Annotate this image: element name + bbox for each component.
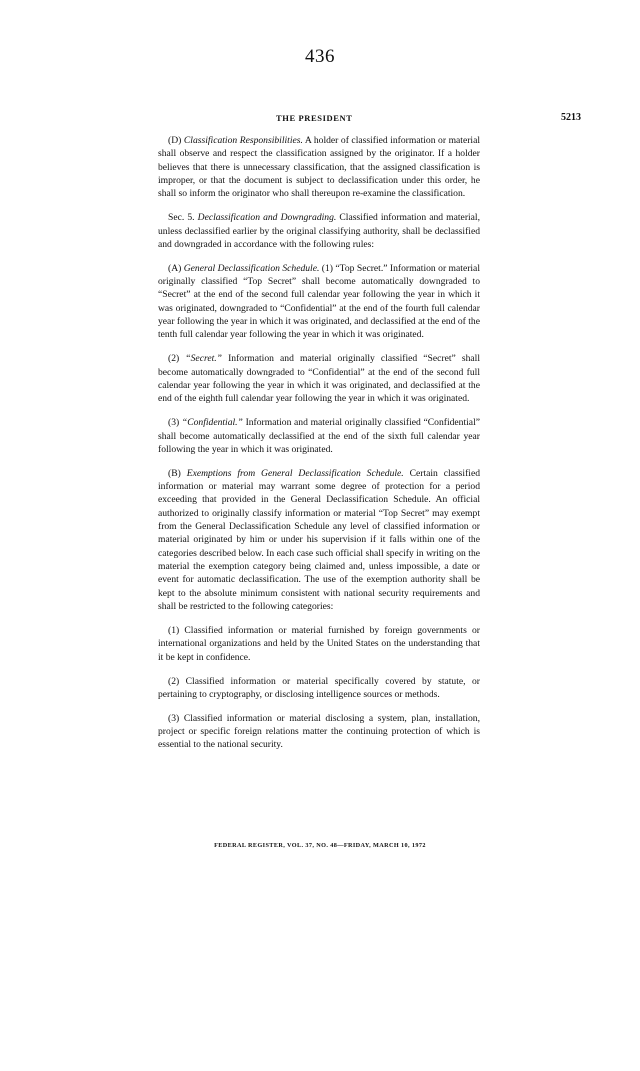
paragraph-lead: (3) (168, 417, 182, 429)
paragraph-text: A holder of classified information or material shall observe and respect the classification assigned by the originator. If a holder believes that there is unnecessary classification, that the assigned classification is improper, or that the document is subject to declassification under this order, he shall so inform the originator who shall thereupon re-examine the classification. (158, 135, 481, 200)
page-number: 436 (305, 46, 335, 67)
paragraph-lead: (1) (168, 625, 185, 636)
paragraph-text: Classified information or material disclosing a system, plan, installation, project or specific foreign relations matter the continuing protection of which is essential to the national security. (158, 712, 480, 751)
paragraph-heading: Classification Responsibilities. (183, 135, 303, 146)
paragraph-lead: Sec. 5. (168, 212, 198, 224)
federal-register-page-number: 5213 (561, 112, 581, 123)
paragraph-exemption-3 (158, 712, 480, 752)
paragraph-heading: “Confidential.” (181, 417, 243, 429)
paragraph-exemptions (158, 467, 480, 614)
paragraph-heading: “Secret.” (185, 353, 222, 365)
paragraph-lead: (2) (168, 353, 186, 365)
paragraph-lead: (B) (168, 467, 187, 479)
paragraph-lead: (3) (168, 712, 184, 724)
running-head: THE PRESIDENT (276, 113, 353, 123)
document-body (158, 134, 480, 762)
paragraph-text: Certain classified information or material may warrant some degree of protection for a period exceeding that provided in the General Declassification Schedule. An official authorized to originally classify information or material “Top Secret” may exempt from the General Declassification Schedule any level of classified information or material originated by him or under his supervision if it falls within one of the categories described below. In each case such official shall specify in writing on the material the exemption category being claimed and, unless impossible, a date or event for automatic declassification. The use of the exemption authority shall be kept to the absolute minimum consistent with national security requirements and shall be restricted to the following categories: (158, 467, 480, 613)
paragraph-general-schedule (158, 262, 480, 342)
paragraph-text: Classified information or material furnished by foreign governments or international organizations and held by the United States on the understanding that it be kept in confidence. (158, 625, 480, 663)
paragraph-heading: Exemptions from General Declassification Schedule. (186, 467, 404, 479)
paragraph-sec-5 (158, 211, 480, 251)
paragraph-lead: (D) (168, 135, 184, 146)
paragraph-heading: Declassification and Downgrading. (197, 212, 337, 224)
paragraph-exemption-1 (158, 624, 480, 664)
paragraph-secret (158, 352, 480, 405)
paragraph-text: Information and material originally classified “Confidential” shall become automatically declassified at the end of the sixth full calendar year following the year in which it was originated. (158, 417, 480, 455)
paragraph-confidential (158, 416, 480, 456)
paragraph-classification-responsibilities (158, 134, 480, 201)
paragraph-text: (1) “Top Secret.” Information or material originally classified “Top Secret” shall become automatically downgraded to “Secret” at the end of the second full calendar year following the year in which it was originated, downgraded to “Confidential” at the end of the fourth full calendar year following the year in which it was originated, and declassified at the end of the tenth full calendar year following the year in which it was originated. (158, 262, 480, 341)
paragraph-text: Information and material originally classified “Secret” shall become automatically downgraded to “Confidential” at the end of the second full calendar year following the year in which it was originated, and declassified at the end of the eighth full calendar year following the year in which it was originated. (158, 353, 480, 405)
page-footer: FEDERAL REGISTER, VOL. 37, NO. 48—FRIDAY, MARCH 10, 1972 (214, 842, 426, 849)
paragraph-exemption-2 (158, 675, 480, 702)
paragraph-text: Classified information or material specifically covered by statute, or pertaining to cryptography, or disclosing intelligence sources or methods. (158, 675, 481, 700)
paragraph-lead: (2) (168, 675, 186, 687)
paragraph-lead: (A) (168, 262, 184, 274)
paragraph-text: Classified information and material, unless declassified earlier by the original classifying authority, shall be declassified and downgraded in accordance with the following rules: (158, 212, 480, 250)
paragraph-heading: General Declassification Schedule. (183, 262, 320, 274)
